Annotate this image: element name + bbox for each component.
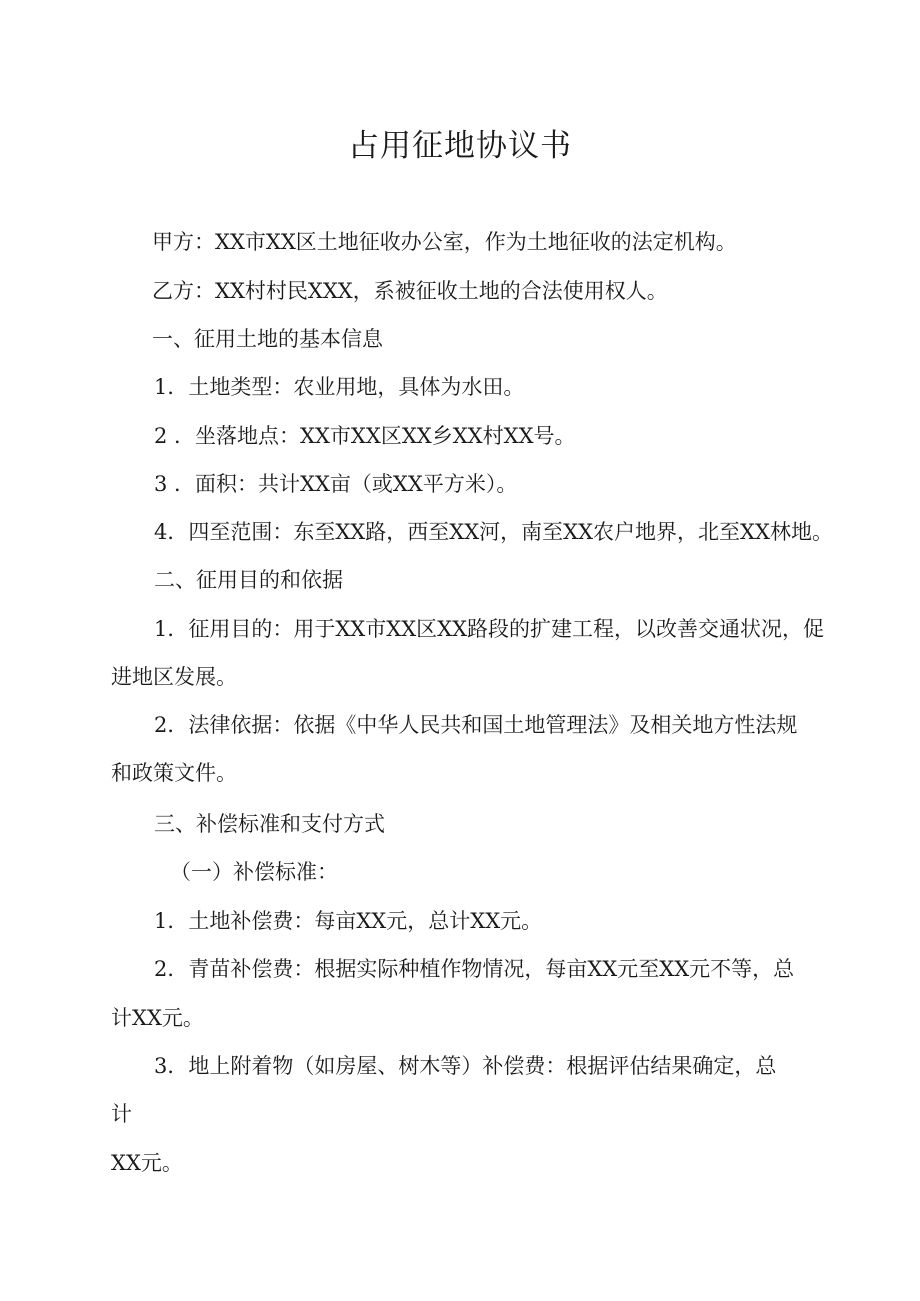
section-3-item-3-line-1: 3．地上附着物（如房屋、树木等）补偿费：根据评估结果确定，总 [154,1054,777,1078]
section-3-item-2-line-2: 计XX元。 [111,1006,204,1030]
party-a-paragraph: 甲方：XX市XX区土地征收办公室，作为土地征收的法定机构。 [152,230,737,254]
section-2-item-2-line-1: 2．法律依据：依据《中华人民共和国土地管理法》及相关地方性法规 [154,713,798,737]
section-3-item-3-line-2: 计 [111,1102,132,1126]
document-title: 占用征地协议书 [348,128,572,164]
section-2-item-1-line-1: 1．征用目的：用于XX市XX区XX路段的扩建工程，以改善交通状况，促 [154,617,825,641]
section-3-item-1: 1．土地补偿费：每亩XX元，总计XX元。 [154,909,543,933]
party-b-paragraph: 乙方：XX村村民XXX，系被征收土地的合法使用权人。 [152,279,668,303]
section-1-item-3: 3 ．面积：共计XX亩（或XX平方米）。 [154,472,518,496]
section-3-item-3-line-3: XX元。 [111,1151,183,1175]
section-3-subheading: （一）补偿标准： [170,860,338,884]
section-2-heading: 二、征用目的和依据 [154,568,343,592]
section-1-item-4: 4．四至范围：东至XX路，西至XX河，南至XX农户地界，北至XX林地。 [154,520,833,544]
section-3-item-2-line-1: 2．青苗补偿费：根据实际种植作物情况，每亩XX元至XX元不等，总 [154,957,795,981]
section-3-heading: 三、补偿标准和支付方式 [154,812,385,836]
section-1-item-2: 2 ．坐落地点：XX市XX区XX乡XX村XX号。 [154,424,576,448]
section-1-heading: 一、征用土地的基本信息 [152,327,383,351]
section-1-item-1: 1．土地类型：农业用地，具体为水田。 [154,375,525,399]
section-2-item-1-line-2: 进地区发展。 [111,665,237,689]
section-2-item-2-line-2: 和政策文件。 [111,761,237,785]
